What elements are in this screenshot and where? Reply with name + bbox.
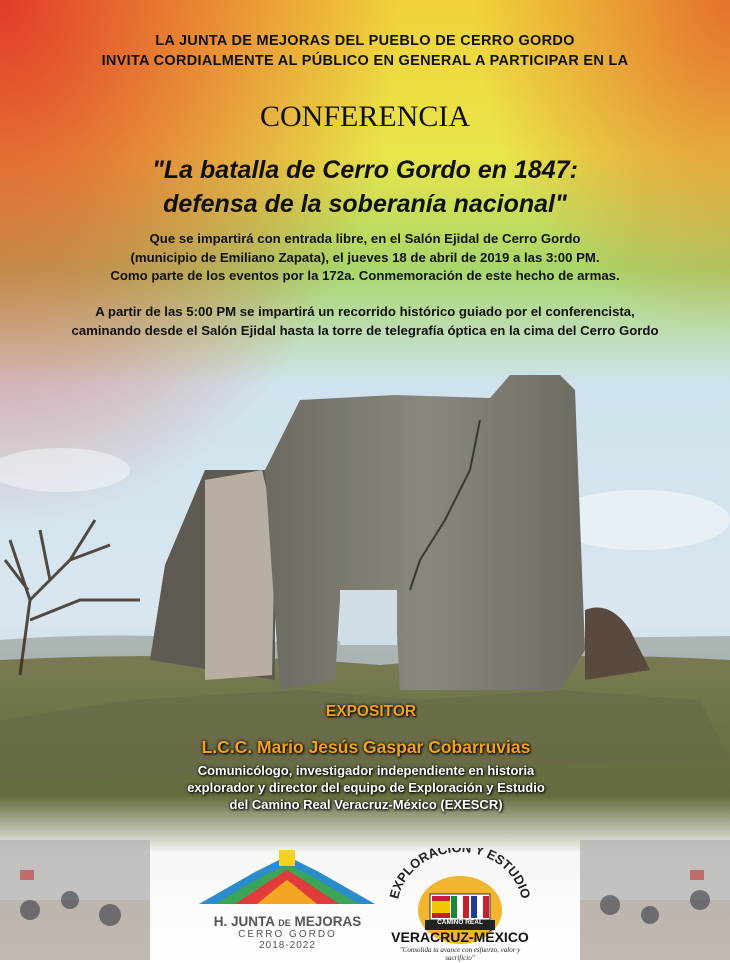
exescr-name: VERACRUZ-MÉXICO: [391, 929, 529, 945]
invitation-line-2: INVITA CORDIALMENTE AL PÚBLICO EN GENERAL A PARTICIPAR EN LA: [101, 53, 629, 69]
exescr-ribbon: CAMINO REAL: [437, 919, 483, 926]
event-details: [0, 230, 730, 286]
bio-line: del Camino Real Veracruz-México (EXESCR): [229, 797, 503, 812]
details-line: Que se impartirá con entrada libre, en el Salón Ejidal de Cerro Gordo: [149, 231, 581, 246]
junta-place: CERRO GORDO: [238, 929, 337, 940]
bio-line: Comunicólogo, investigador independiente en historia: [197, 763, 535, 778]
event-type-title: CONFERENCIA: [259, 100, 470, 133]
speaker-name: L.C.C. Mario Jesús Gaspar Cobarruvias: [201, 737, 531, 757]
invitation-line-1: LA JUNTA DE MEJORAS DEL PUEBLO DE CERRO GORDO: [155, 33, 575, 49]
exescr-motto: "Consolida tu avance con esfuerzo, valor y sacrificio": [399, 946, 521, 962]
exescr-logo: [385, 848, 535, 962]
details-line: Como parte de los eventos por la 172a. Conmemoración de este hecho de armas.: [110, 268, 620, 283]
exescr-arc-text: EXPLORACI Y ESTUDIO: [386, 848, 534, 901]
speaker-heading: EXPOSITOR: [325, 703, 417, 720]
junta-years: 2018-2022: [259, 940, 316, 951]
tour-line: caminando desde el Salón Ejidal hasta la torre de telegrafía óptica en la cima del Cerro Gordo: [71, 322, 659, 338]
tour-details: [0, 303, 730, 340]
tour-line: A partir de las 5:00 PM se impartirá un recorrido histórico guiado por el conferencista,: [95, 304, 635, 319]
speaker-bio: [100, 762, 632, 813]
talk-title-line-1: "La batalla de Cerro Gordo en 1847:: [152, 156, 578, 184]
junta-name-prefix: H. JUNTA: [213, 914, 275, 929]
junta-name-mid: DE: [278, 918, 291, 928]
junta-name-suffix: MEJORAS: [294, 914, 362, 929]
bio-line: explorador y director del equipo de Exploración y Estudio: [187, 780, 545, 795]
talk-title-line-2: defensa de la soberanía nacional": [163, 190, 567, 218]
details-line: (municipio de Emiliano Zapata), el jueves 18 de abril de 2019 a las 3:00 PM.: [130, 249, 600, 265]
junta-name: [195, 914, 380, 929]
junta-mejoras-logo: [195, 848, 380, 953]
pyramid-logo-icon: [195, 848, 380, 908]
